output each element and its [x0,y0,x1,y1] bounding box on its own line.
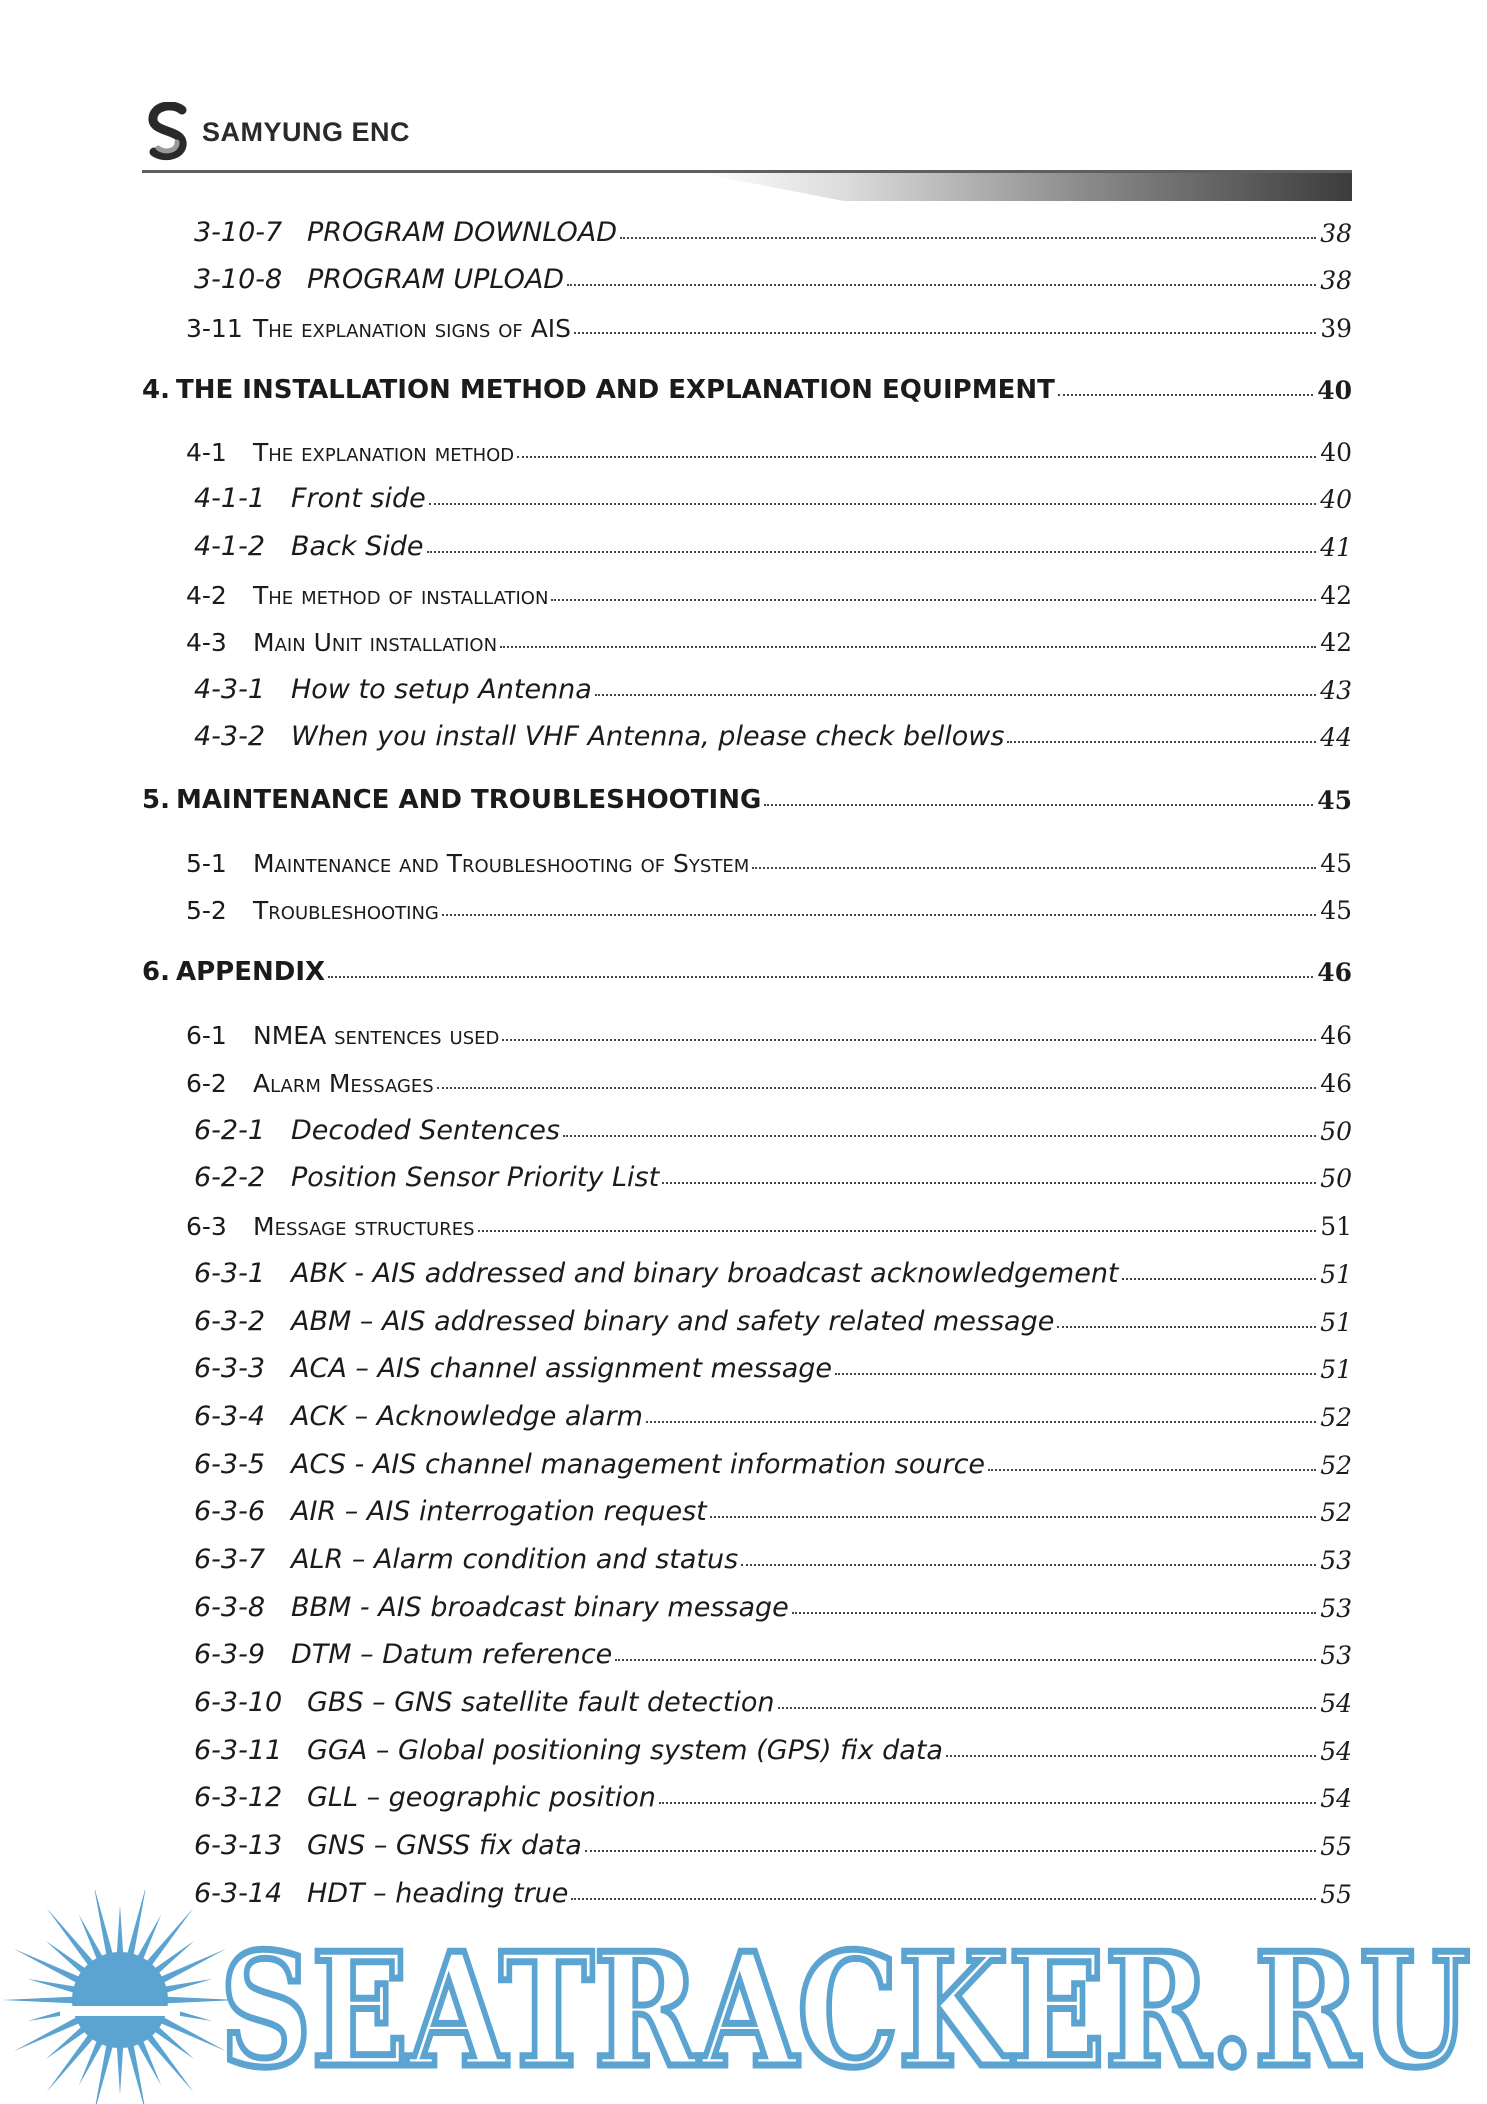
toc-entry-page: 54 [1320,1784,1352,1813]
toc-dot-leader [646,1421,1316,1423]
toc-entry-page: 46 [1320,1021,1352,1050]
toc-entry[interactable] [194,1106,1352,1146]
toc-entry-title: ACA – AIS channel assignment message [291,1353,833,1384]
toc-dot-leader [478,1230,1317,1232]
toc-entry-title: APPENDIX [176,957,326,987]
toc-entry-page: 46 [1317,958,1352,987]
toc-entry[interactable] [194,1392,1352,1432]
toc-entry-title: GBS – GNS satellite fault detection [307,1687,775,1718]
toc-entry-page: 51 [1320,1355,1352,1384]
toc-dot-leader [563,1135,1316,1137]
toc-entry[interactable] [186,570,1352,610]
toc-entry-number: 6-3 [186,1212,227,1241]
toc-entry-title: HDT – heading true [307,1878,569,1909]
toc-dot-leader [574,332,1316,334]
toc-entry-number: 6-2 [186,1069,227,1098]
toc-dot-leader [752,867,1316,869]
toc-entry-number: 3-11 [186,314,243,343]
toc-entry-title: AIR – AIS interrogation request [291,1496,707,1527]
toc-entry-page: 40 [1320,485,1352,514]
toc-entry[interactable] [194,1678,1352,1718]
toc-entry-title: Main Unit installation [253,628,498,657]
toc-dot-leader [792,1612,1316,1614]
toc-entry-page: 53 [1320,1546,1352,1575]
company-logo [144,100,410,164]
toc-dot-leader [502,1039,1316,1041]
toc-entry[interactable] [186,427,1352,467]
toc-entry-title: Alarm Messages [253,1069,434,1098]
toc-entry-page: 45 [1320,849,1352,878]
toc-entry[interactable] [142,365,1352,405]
toc-entry-number: 6-3-2 [194,1306,266,1337]
toc-entry-title: The method of installation [253,581,549,610]
toc-entry-page: 51 [1320,1212,1352,1241]
toc-entry-page: 52 [1320,1498,1352,1527]
toc-entry-title: GLL – geographic position [307,1782,656,1813]
toc-entry-title: Back Side [291,531,424,562]
toc-entry-title: The explanation method [253,438,515,467]
toc-entry-number: 6-3-14 [194,1878,283,1909]
toc-entry-title: THE INSTALLATION METHOD AND EXPLANATION EQUIPMENT [176,375,1055,405]
toc-entry-number: 4-1-2 [194,531,266,562]
toc-entry-title: ACS - AIS channel management information source [291,1449,986,1480]
toc-dot-leader [710,1516,1316,1518]
toc-dot-leader [585,1850,1316,1852]
toc-dot-leader [615,1659,1316,1661]
toc-entry[interactable] [194,1344,1352,1384]
toc-entry[interactable] [186,838,1352,878]
toc-entry[interactable] [194,1440,1352,1480]
toc-entry-title: ABM – AIS addressed binary and safety related message [291,1306,1055,1337]
samyung-s-logo-icon [144,102,194,162]
toc-entry-number: 6-3-8 [194,1592,266,1623]
toc-entry[interactable] [186,1010,1352,1050]
toc-entry-page: 50 [1320,1164,1352,1193]
toc-entry-title: MAINTENANCE AND TROUBLESHOOTING [176,785,762,815]
toc-entry-number: 4-1 [186,438,227,467]
toc-entry-page: 40 [1317,376,1352,405]
toc-dot-leader [1007,741,1316,743]
toc-entry-page: 41 [1320,533,1352,562]
toc-entry[interactable] [194,208,1352,248]
toc-entry-number: 5. [142,785,170,815]
toc-entry-number: 6-1 [186,1021,227,1050]
toc-entry-page: 44 [1320,723,1352,752]
toc-entry[interactable] [194,1297,1352,1337]
toc-dot-leader [659,1802,1316,1804]
toc-entry-number: 6-3-3 [194,1353,266,1384]
toc-entry-number: 3-10-8 [194,264,283,295]
toc-entry-number: 5-2 [186,896,227,925]
toc-entry[interactable] [194,1773,1352,1813]
toc-entry[interactable] [142,947,1352,987]
toc-entry[interactable] [186,1058,1352,1098]
toc-dot-leader [1122,1278,1317,1280]
toc-entry[interactable] [194,1153,1352,1193]
toc-entry[interactable] [194,1487,1352,1527]
toc-entry-page: 42 [1320,581,1352,610]
toc-entry-number: 4-1-1 [194,483,266,514]
toc-entry-number: 6-3-4 [194,1401,266,1432]
toc-dot-leader [517,456,1316,458]
toc-entry[interactable] [194,1726,1352,1766]
toc-entry-number: 6-3-10 [194,1687,283,1718]
toc-entry-page: 39 [1320,314,1352,343]
toc-entry-number: 4-3 [186,628,227,657]
sun-icon [2,1890,238,2104]
toc-dot-leader [442,914,1316,916]
toc-entry-title: Troubleshooting [253,896,439,925]
toc-dot-leader [437,1087,1316,1089]
toc-entry-page: 51 [1320,1260,1352,1289]
toc-entry-page: 46 [1320,1069,1352,1098]
toc-dot-leader [1058,394,1313,396]
toc-entry-number: 4-3-2 [194,721,266,752]
toc-entry-page: 45 [1317,786,1352,815]
toc-entry-title: Decoded Sentences [291,1115,560,1146]
toc-entry-title: PROGRAM DOWNLOAD [307,217,617,248]
toc-entry-page: 55 [1320,1880,1352,1909]
toc-entry-title: ALR – Alarm condition and status [291,1544,739,1575]
toc-entry-number: 6-2-1 [194,1115,266,1146]
toc-entry[interactable] [194,1583,1352,1623]
toc-entry-title: ABK - AIS addressed and binary broadcast acknowledgement [291,1258,1119,1289]
logo-text: SAMYUNG ENC [202,116,411,147]
toc-entry-title: Message structures [253,1212,475,1241]
toc-entry[interactable] [194,1630,1352,1670]
toc-entry-page: 38 [1320,266,1352,295]
toc-entry-title: PROGRAM UPLOAD [307,264,565,295]
toc-entry-number: 6-3-1 [194,1258,266,1289]
toc-entry-number: 3-10-7 [194,217,283,248]
toc-entry[interactable] [142,775,1352,815]
toc-entry[interactable] [186,1201,1352,1241]
toc-entry-page: 52 [1320,1403,1352,1432]
toc-entry-number: 4-3-1 [194,674,266,705]
toc-entry-page: 52 [1320,1451,1352,1480]
toc-entry-title: ACK – Acknowledge alarm [291,1401,643,1432]
toc-entry[interactable] [186,303,1352,343]
toc-entry-page: 43 [1320,676,1352,705]
toc-entry-number: 6-3-5 [194,1449,266,1480]
toc-dot-leader [988,1469,1316,1471]
toc-entry-number: 6-3-9 [194,1639,266,1670]
toc-entry-number: 6-3-6 [194,1496,266,1527]
toc-entry[interactable] [194,474,1352,514]
toc-dot-leader [551,599,1316,601]
watermark [0,1890,1487,2104]
toc-entry[interactable] [194,1535,1352,1575]
toc-entry-title: Front side [291,483,426,514]
toc-entry-page: 53 [1320,1641,1352,1670]
toc-entry-page: 45 [1320,896,1352,925]
toc-entry-number: 6-3-13 [194,1830,283,1861]
toc-entry-number: 6-3-11 [194,1735,283,1766]
toc-entry-title: How to setup Antenna [291,674,592,705]
toc-entry-page: 51 [1320,1308,1352,1337]
toc-entry-number: 6-2-2 [194,1162,266,1193]
toc-dot-leader [328,976,1313,978]
toc-entry[interactable] [194,1249,1352,1289]
toc-dot-leader [946,1755,1316,1757]
toc-entry-title: When you install VHF Antenna, please check bellows [291,721,1005,752]
toc-entry[interactable] [194,1821,1352,1861]
toc-entry-title: Maintenance and Troubleshooting of System [253,849,750,878]
toc-dot-leader [764,804,1313,806]
toc-entry[interactable] [194,712,1352,752]
toc-dot-leader [662,1182,1316,1184]
toc-entry[interactable] [194,522,1352,562]
toc-dot-leader [567,284,1316,286]
toc-dot-leader [620,237,1316,239]
toc-entry-number: 6. [142,957,170,987]
toc-entry-title: BBM - AIS broadcast binary message [291,1592,789,1623]
toc-entry-title: DTM – Datum reference [291,1639,613,1670]
toc-entry-title: Position Sensor Priority List [291,1162,660,1193]
toc-entry[interactable] [194,665,1352,705]
toc-dot-leader [1057,1326,1316,1328]
toc-entry-number: 6-3-12 [194,1782,283,1813]
toc-entry-number: 4-2 [186,581,227,610]
toc-entry[interactable] [186,885,1352,925]
toc-entry[interactable] [186,617,1352,657]
toc-dot-leader [835,1373,1316,1375]
toc-entry-page: 40 [1320,438,1352,467]
toc-entry-title: The explanation signs of AIS [253,314,572,343]
toc-entry-number: 4. [142,375,170,405]
toc-entry-page: 38 [1320,219,1352,248]
toc-entry-page: 55 [1320,1832,1352,1861]
toc-entry-title: GGA – Global positioning system (GPS) fix data [307,1735,943,1766]
toc-entry-title: NMEA sentences used [253,1021,500,1050]
toc-entry-page: 54 [1320,1689,1352,1718]
toc-dot-leader [741,1564,1316,1566]
toc-entry-page: 50 [1320,1117,1352,1146]
toc-dot-leader [500,646,1316,648]
toc-entry-number: 5-1 [186,849,227,878]
toc-entry-number: 6-3-7 [194,1544,266,1575]
toc-entry-page: 53 [1320,1594,1352,1623]
toc-entry-page: 54 [1320,1737,1352,1766]
toc-dot-leader [427,551,1317,553]
toc-entry-title: GNS – GNSS fix data [307,1830,582,1861]
toc-entry[interactable] [194,255,1352,295]
header-bar [142,170,1352,201]
watermark-text: SEATRACKER.RU [220,1919,1470,2102]
toc-dot-leader [595,694,1316,696]
toc-dot-leader [429,503,1316,505]
toc-entry-page: 42 [1320,628,1352,657]
toc-dot-leader [778,1707,1317,1709]
